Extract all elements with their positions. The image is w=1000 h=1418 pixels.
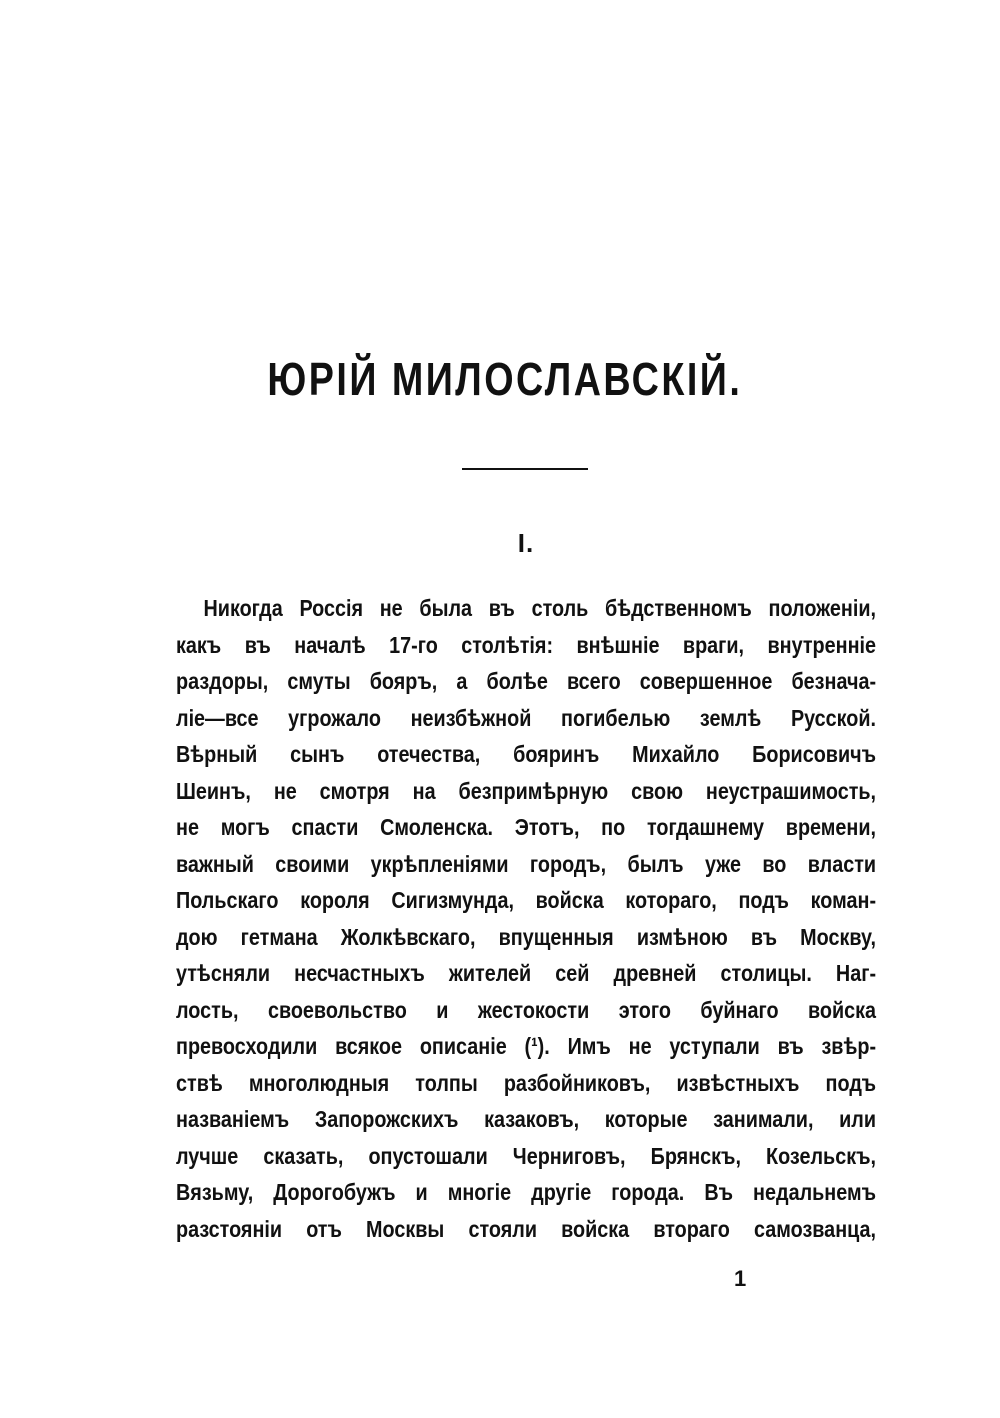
text-line: Никогда Россія не была въ столь бѣдственномъ положеніи, [203,595,877,621]
title-divider [462,468,588,470]
text-line: важный своими укрѣпленіями городъ, былъ уже во власти [176,850,877,877]
text-line: не могъ спасти Смоленска. Этотъ, по тогдашнему времени, [176,814,877,840]
text-line: названіемъ Запорожскихъ казаковъ, которые занимали, или [176,1106,877,1132]
text-line: Шеинъ, не смотря на безпримѣрную свою неустрашимость, [176,777,877,804]
text-line: Вѣрный сынъ отечества, бояринъ Михайло Борисовичъ [176,741,877,767]
text-line: ліе—все угрожало неизбѣжной погибелью землѣ Русской. [176,704,877,731]
text-line: разстояніи отъ Москвы стояли войска втораго самозванца, [176,1215,877,1242]
text-line: превосходили всякое описаніе (¹). Имъ не уступали въ звѣр- [176,1033,877,1059]
chapter-number: I. [517,528,535,558]
text-line: утѣсняли несчастныхъ жителей сей древней столицы. Наг- [176,960,877,986]
text-line: раздоры, смуты бояръ, а болѣе всего совершенное безнача- [176,668,877,694]
text-line: Польскаго короля Сигизмунда, войска котораго, подъ коман- [176,887,877,913]
text-line: дою гетмана Жолкѣвскаго, впущенныя измѣною въ Москву, [176,923,877,950]
text-line: лость, своевольство и жестокости этого буйнаго войска [176,996,877,1023]
page-title: ЮРІЙ МИЛОСЛАВСКІЙ. [267,353,743,405]
text-line: какъ въ началѣ 17-го столѣтія: внѣшніе враги, внутренніе [176,631,877,658]
body-paragraph [176,590,876,1247]
page-number: 1 [734,1266,747,1291]
text-line: лучше сказать, опустошали Черниговъ, Брянскъ, Козельскъ, [176,1142,877,1169]
text-line: Вязьму, Дорогобужъ и многіе другіе города. Въ недальнемъ [176,1179,877,1205]
text-line: ствѣ многолюдныя толпы разбойниковъ, извѣстныхъ подъ [176,1069,877,1096]
